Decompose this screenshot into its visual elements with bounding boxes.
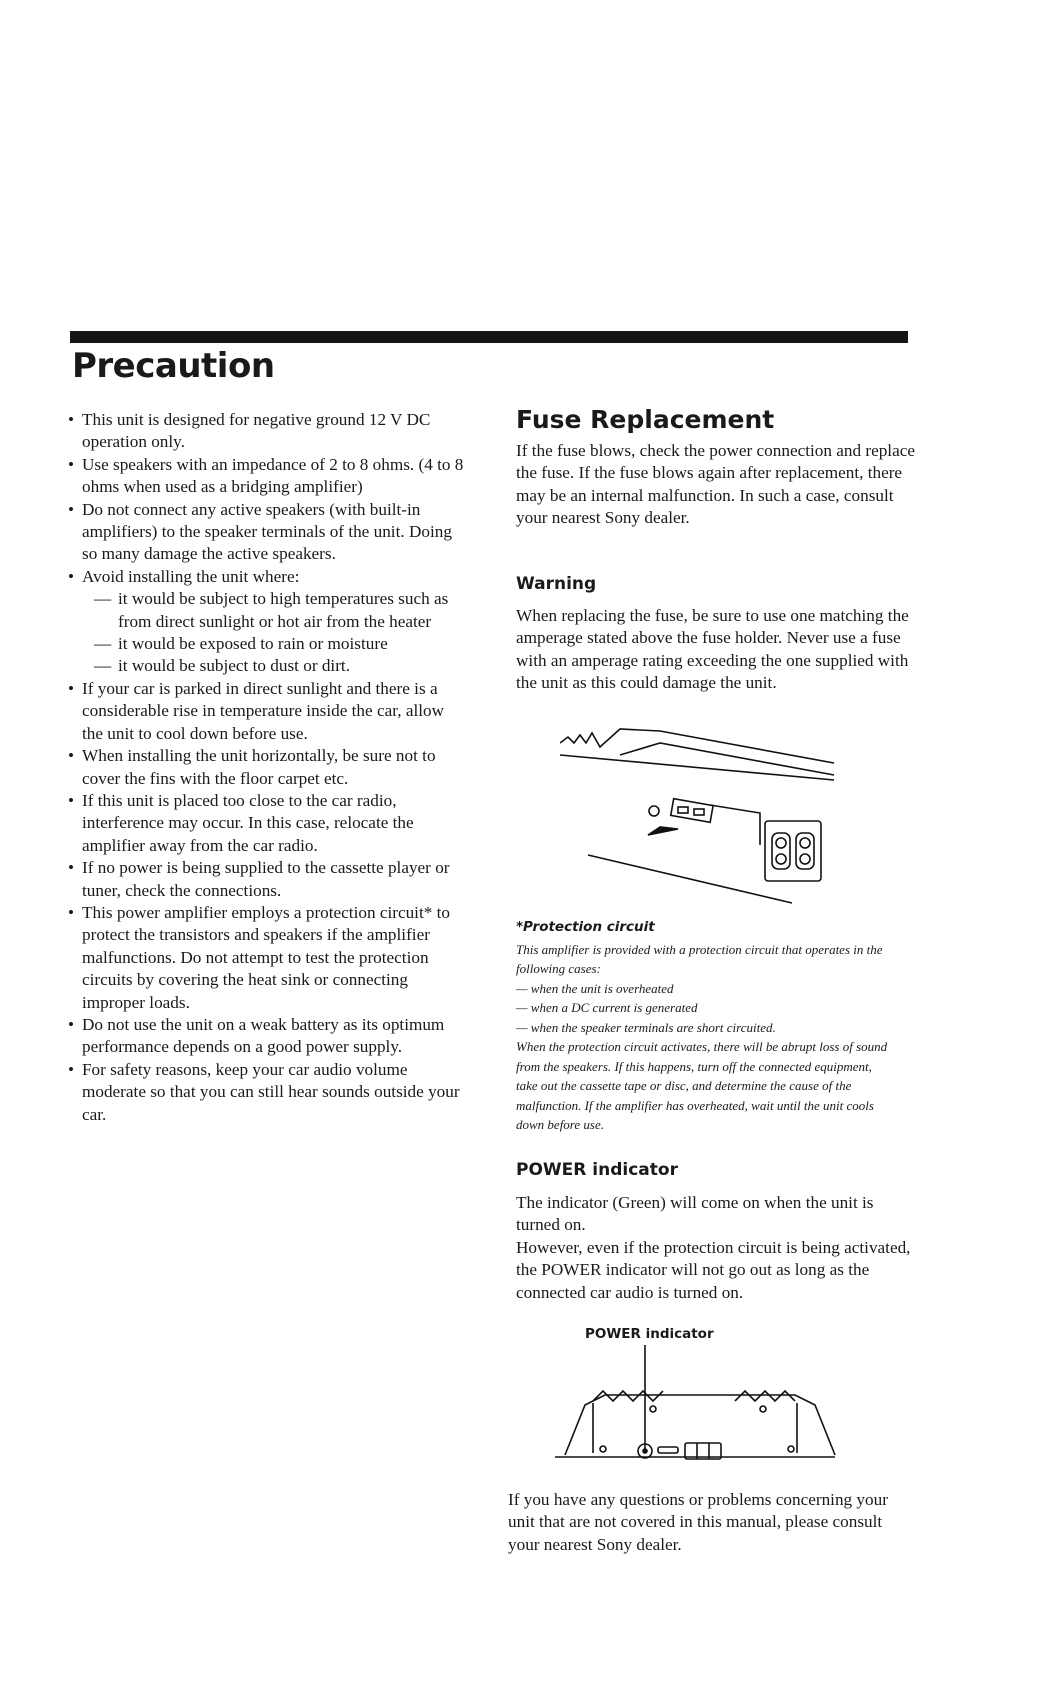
precaution-text: Avoid installing the unit where: <box>82 566 300 586</box>
protection-case-1: — when the unit is overheated <box>516 980 674 996</box>
precaution-subitem-text: it would be subject to dust or dirt. <box>118 656 351 676</box>
precaution-text: This power amplifier employs a protection circuit* to protect the transistors and speakers if the amplifier malfunctions. Do not attempt to test the protection circuits by covering the heat sink or connecting improper loads. <box>82 902 450 1012</box>
amplifier-illustration <box>545 1345 845 1470</box>
precaution-subitem-text: it would be subject to high temperatures such as from direct sunlight or hot air from the heater <box>118 589 449 631</box>
precaution-item <box>68 1059 468 1126</box>
precaution-subitem <box>82 633 468 655</box>
precaution-text: Use speakers with an impedance of 2 to 8 ohms. (4 to 8 ohms when used as a bridging amplifier) <box>82 454 464 497</box>
dash-marker: — <box>94 634 112 654</box>
section-rule <box>70 331 908 343</box>
precaution-text: If this unit is placed too close to the car radio, interference may occur. In this case, relocate the amplifier away from the car radio. <box>82 790 414 855</box>
precaution-item <box>68 745 468 790</box>
closing-note: If you have any questions or problems concerning your unit that are not covered in this manual, please consult your nearest Sony dealer. <box>508 1490 888 1554</box>
precaution-item <box>68 454 468 499</box>
page-title: Precaution <box>72 346 275 386</box>
precaution-text: If your car is parked in direct sunlight and there is a considerable rise in temperature inside the car, allow the unit to cool down before use. <box>82 678 445 743</box>
protection-note <box>516 918 891 1135</box>
precaution-item <box>68 409 468 454</box>
precaution-text: Do not connect any active speakers (with built-in amplifiers) to the speaker terminals of the unit. Doing so many damage the active speakers. <box>82 499 452 564</box>
power-indicator-body-1: The indicator (Green) will come on when the unit is turned on. <box>516 1193 874 1235</box>
precaution-item <box>68 857 468 902</box>
protection-heading: *Protection circuit <box>516 919 655 935</box>
power-indicator-body-2: However, even if the protection circuit is being activated, the POWER indicator will not go out as long as the connected car audio is turned on. <box>516 1238 911 1302</box>
precaution-text: For safety reasons, keep your car audio volume moderate so that you can still hear sounds outside your car. <box>82 1059 460 1124</box>
precaution-item <box>68 499 468 566</box>
precaution-item <box>68 1014 468 1059</box>
dash-marker: — <box>94 656 112 676</box>
warning-heading: Warning <box>516 574 597 594</box>
precaution-subitem-text: it would be exposed to rain or moisture <box>118 634 388 654</box>
warning-body: When replacing the fuse, be sure to use one matching the amperage stated above the fuse holder. Never use a fuse with an amperage rating exceeding the one supplied with the unit as this could damage the unit. <box>516 606 909 693</box>
protection-case-2: — when a DC current is generated <box>516 1000 698 1015</box>
precaution-text: Do not use the unit on a weak battery as its optimum performance depends on a good power supply. <box>82 1014 445 1057</box>
dash-marker: — <box>94 589 112 609</box>
protection-body: When the protection circuit activates, there will be abrupt loss of sound from the speakers. If this happens, turn off the connected equipment, take out the cassette tape or disc, and determine the cause of the malfunction. If the amplifier has overheated, wait until the unit cools down before use. <box>516 1039 888 1132</box>
fuse-body: If the fuse blows, check the power connection and replace the fuse. If the fuse blows again after replacement, there may be an internal malfunction. In such a case, consult your nearest Sony dealer. <box>516 441 915 528</box>
precaution-subitem <box>82 588 468 633</box>
precaution-text: When installing the unit horizontally, be sure not to cover the fins with the floor carpet etc. <box>82 746 436 788</box>
precaution-item <box>68 566 468 678</box>
precaution-item <box>68 790 468 857</box>
protection-case-3: — when the speaker terminals are short circuited. <box>516 1019 776 1035</box>
precaution-list <box>68 409 468 1126</box>
precaution-subitem <box>82 655 468 677</box>
precaution-text: If no power is being supplied to the cassette player or tuner, check the connections. <box>82 858 450 900</box>
precaution-item <box>68 902 468 1014</box>
precaution-text: This unit is designed for negative ground 12 V DC operation only. <box>82 410 431 452</box>
fuse-replacement-illustration <box>560 725 860 915</box>
power-indicator-heading: POWER indicator <box>516 1160 678 1180</box>
protection-intro: This amplifier is provided with a protection circuit that operates in the following cases: <box>516 941 883 976</box>
precaution-item <box>68 678 468 745</box>
fuse-heading: Fuse Replacement <box>516 405 775 434</box>
power-indicator-figure-label: POWER indicator <box>585 1326 714 1342</box>
